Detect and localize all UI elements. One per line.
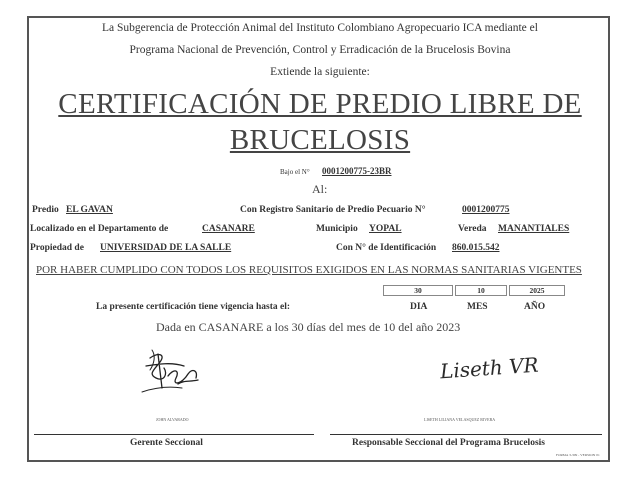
vereda-label: Vereda [458,224,487,234]
certificate-title-line-1: CERTIFICACIÓN DE PREDIO LIBRE DE [58,88,582,120]
header-line-2: Programa Nacional de Prevención, Control y Erradicación de la Brucelosis Bovina [129,44,511,56]
certificate-border [27,16,610,462]
header-line-3: Extiende la siguiente: [270,66,370,78]
vereda-value: MANANTIALES [498,224,570,234]
validity-month-label: MES [467,302,488,312]
predio-value: EL GAVAN [66,205,113,215]
validity-month-box: 10 [455,285,507,296]
form-code: FORMA 3-309 - VERSION 01 [556,453,600,457]
left-signature-image [138,348,208,396]
registro-label: Con Registro Sanitario de Predio Pecuario N° [240,205,426,215]
propiedad-label: Propiedad de [30,243,84,253]
municipio-value: YOPAL [369,224,402,234]
registro-value: 0001200775 [462,205,510,215]
right-signer-role: Responsable Seccional del Programa Brucelosis [352,438,545,448]
identificacion-label: Con N° de Identificación [336,243,437,253]
validity-year-label: AÑO [524,302,546,312]
issued-text: Dada en CASANARE a los 30 días del mes de 10 del año 2023 [156,320,461,334]
validity-year-box: 2025 [509,285,565,296]
validity-label: La presente certificación tiene vigencia hasta el: [96,302,290,312]
header-line-1: La Subgerencia de Protección Animal del Instituto Colombiano Agropecuario ICA mediante el [102,22,538,34]
departamento-label: Localizado en el Departamento de [30,224,169,234]
left-signature-line [34,434,314,435]
propiedad-value: UNIVERSIDAD DE LA SALLE [100,243,232,253]
requirement-text: POR HABER CUMPLIDO CON TODOS LOS REQUISITOS EXIGIDOS EN LAS NORMAS SANITARIAS VIGENTES [36,264,582,276]
left-signer-name: JOHN ALVARADO [156,417,189,422]
certificate-title-line-2: BRUCELOSIS [229,124,411,156]
validity-day-box: 30 [383,285,453,296]
municipio-label: Municipio [316,224,358,234]
validity-day-label: DIA [410,302,428,312]
cert-number-value: 0001200775-23BR [322,166,392,176]
left-signer-role: Gerente Seccional [130,438,203,448]
cert-number-label: Bajo el N° [280,168,310,176]
right-signature-line [330,434,602,435]
predio-label: Predio [32,205,59,215]
right-signature-image: Liseth VR [439,352,540,384]
right-signer-name: LISETH LILIANA VELASQUEZ RIVERA [424,417,496,422]
al-label: Al: [312,182,328,196]
identificacion-value: 860.015.542 [452,243,500,253]
departamento-value: CASANARE [202,224,255,234]
